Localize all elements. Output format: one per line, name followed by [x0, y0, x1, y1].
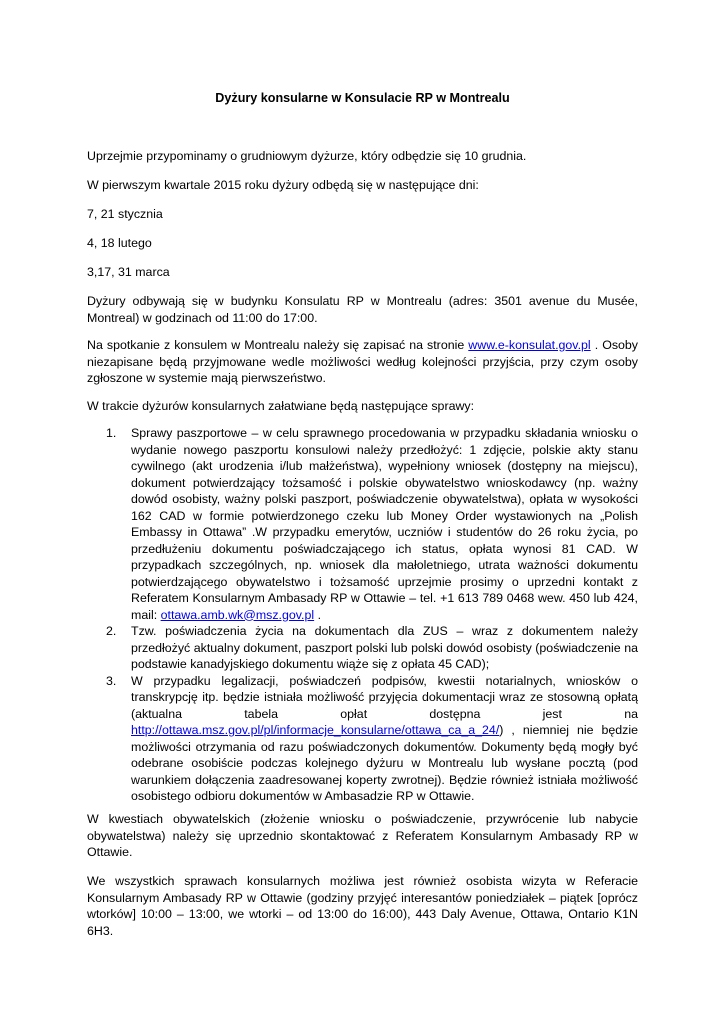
list-item-text: Sprawy paszportowe – w celu sprawnego procedowania w przypadku składania wniosku o wydanie nowego paszportu konsulowi należy przedłożyć: 1 zdjęcie, polskie akty stanu cywilnego (akt urodzenia i/lub małżeństwa), wypełniony wniosek (dostępny na miejscu), dokument potwierdzający tożsamość i polskie obywatelstwo wnioskodawcy (np. ważny dowód osobisty, ważny polski paszport, poświadczenie obywatelstwa), opłata w wysokości 162 CAD w formie potwierdzonego czeku lub Money Order wystawionych na „Polish Embassy in Ottawa” .W przypadku emerytów, uczniów i studentów do 26 roku życia, po przedłużeniu dokumentu poświadczającego ich status, opłata wynosi 81 CAD. W przypadkach szczególnych, np. wniosek dla małoletniego, utrata ważności dokumentu potwierdzającego obywatelstwo i tożsamość uprzejmie prosimy o uprzedni kontakt z Referatem Konsularnym Ambasady RP w Ottawie – tel. +1 613 789 0468 wew. 450 lub 424, mail:	[131, 426, 638, 622]
list-item-text-after: .	[314, 607, 322, 622]
date-february: 4, 18 lutego	[87, 236, 152, 250]
list-item-number: 2.	[106, 624, 117, 638]
matters-list	[87, 425, 638, 805]
list-item-number: 3.	[106, 673, 117, 688]
paragraph-matters-intro: W trakcie dyżurów konsularnych załatwiane będą następujące sprawy:	[87, 399, 475, 413]
date-march: 3,17, 31 marca	[87, 265, 170, 279]
list-item-text: Tzw. poświadczenia życia na dokumentach dla ZUS – wraz z dokumentem należy przedłożyć aktualny dokument, paszport polski lub polski dowód osobisty (poświadczenie na podstawie kanadyjskiego dokumentu wiąże się z opłata 45 CAD);	[131, 624, 638, 671]
paragraph-citizenship: W kwestiach obywatelskich (złożenie wniosku o poświadczenie, przywrócenie lub nabycie obywatelstwa) należy się uprzednio skontaktować z Referatem Konsularnym Ambasady RP w Ottawie.	[87, 812, 638, 859]
e-konsulat-link[interactable]: www.e-konsulat.gov.pl	[468, 338, 591, 352]
paragraph-schedule-intro: W pierwszym kwartale 2015 roku dyżury odbędą się w następujące dni:	[87, 178, 479, 192]
paragraph-visit: We wszystkich sprawach konsularnych możliwa jest również osobista wizyta w Referacie Konsularnym Ambasady RP w Ottawie (godziny przyjęć interesantów poniedziałek – piątek [oprócz wtorków] 10:00 – 13:00, we wtorki – od 13:00 do 16:00), 443 Daly Avenue, Ottawa, Ontario K1N 6H3.	[87, 874, 638, 938]
list-item	[87, 673, 638, 805]
page-title: Dyżury konsularne w Konsulacie RP w Montrealu	[215, 91, 510, 105]
email-link[interactable]: ottawa.amb.wk@msz.gov.pl	[160, 607, 315, 622]
list-item	[87, 623, 638, 673]
registration-text-before: Na spotkanie z konsulem w Montrealu należy się zapisać na stronie	[87, 338, 469, 352]
registration-text-after: . Osoby niezapisane będą przyjmowane wedle możliwości według kolejności przyjścia, przy czym osoby zgłoszone w systemie mają pierwszeństwo.	[87, 338, 638, 385]
list-item-text: W przypadku legalizacji, poświadczeń podpisów, kwestii notarialnych, wniosków o transkrypcję itp. będzie istniała możliwość przyjęcia dokumentacji wraz ze stosowną opłatą (aktualna tabela opłat dostępna jest na	[131, 673, 638, 721]
paragraph-location: Dyżury odbywają się w budynku Konsulatu RP w Montrealu (adres: 3501 avenue du Musée, Montreal) w godzinach od 11:00 do 17:00.	[87, 294, 638, 325]
date-january: 7, 21 stycznia	[87, 207, 163, 221]
list-item-number: 1.	[106, 426, 117, 440]
list-item	[87, 425, 638, 623]
paragraph-reminder: Uprzejmie przypominamy o grudniowym dyżurze, który odbędzie się 10 grudnia.	[87, 149, 527, 163]
fees-table-link[interactable]: http://ottawa.msz.gov.pl/pl/informacje_konsularne/ottawa_ca_a_24/	[131, 723, 500, 737]
paragraph-registration	[87, 337, 638, 387]
list-item-text-after: ) , niemniej nie będzie możliwości otrzymania od razu poświadczonych dokumentów. Dokumenty będą mogły być odebrane osobiście podczas kolejnego dyżuru w Montrealu lub wysłane pocztą (pod warunkiem dołączenia zaadresowanej koperty zwrotnej). Będzie również istniała możliwość osobistego odbioru dokumentów w Ambasadzie RP w Ottawie.	[131, 723, 638, 803]
